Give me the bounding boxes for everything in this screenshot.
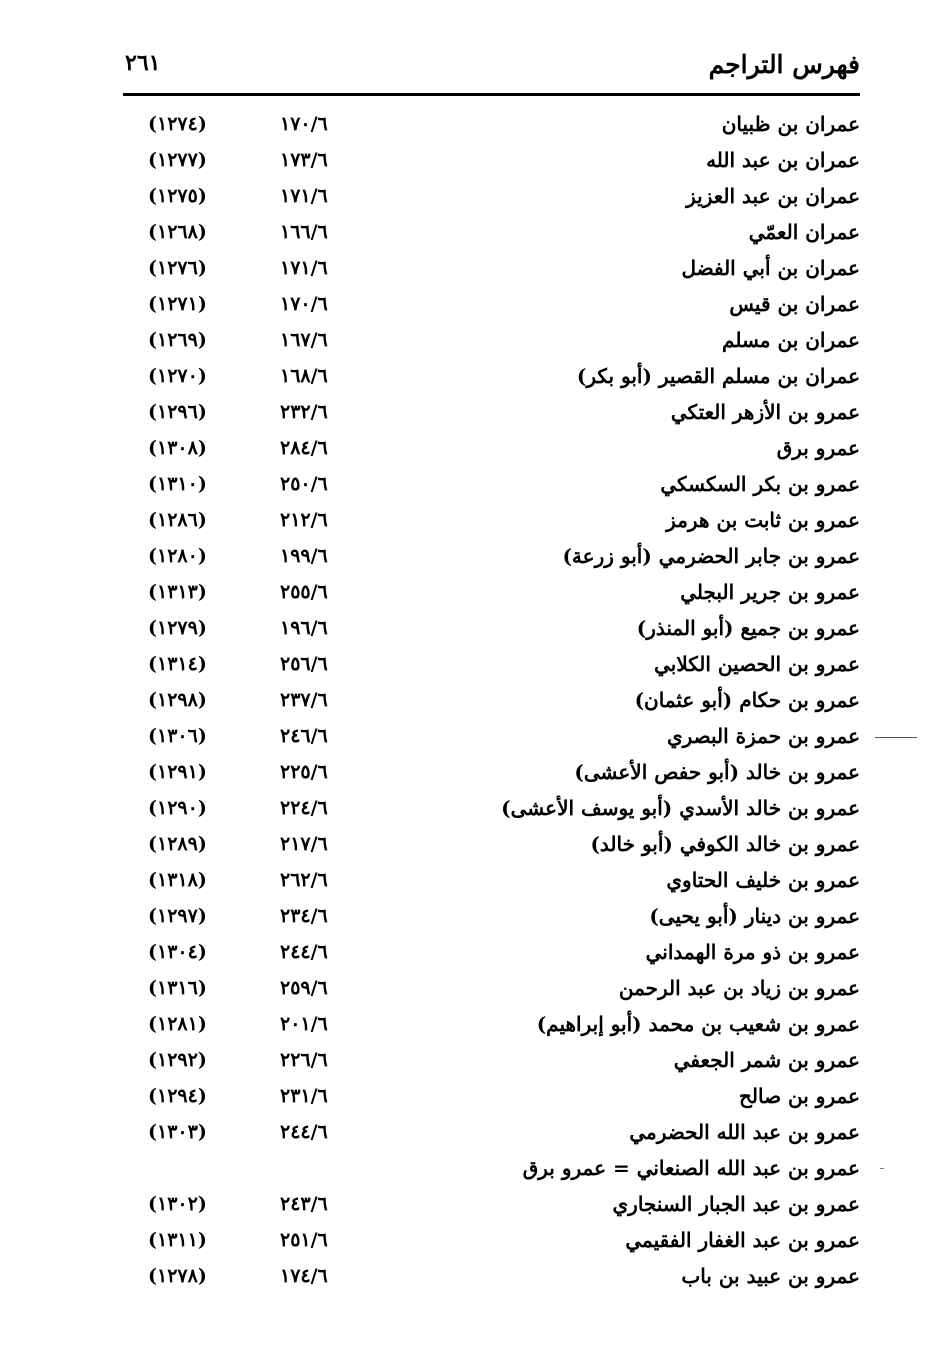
entry-volume-page: ٢٤٤/٦ — [280, 941, 328, 963]
entry-number: (١٣١٣) — [148, 581, 207, 603]
entry-name: عمرو بن عبيد بن باب — [681, 1264, 860, 1288]
entry-name: عمرو بن جرير البجلي — [680, 580, 860, 604]
entry-name: عمرو بن خالد الأسدي (أبو يوسف الأعشى) — [501, 796, 860, 820]
entry-name: عمرو بن خالد الكوفي (أبو خالد) — [590, 832, 860, 856]
entry-volume-page: ١٦٦/٦ — [280, 221, 328, 243]
entry-volume-page: ٢٢٥/٦ — [280, 761, 328, 783]
entry-name: عمرو بن عبد الله الحضرمي — [629, 1120, 860, 1144]
entry-number: (١٢٧٤) — [148, 113, 207, 135]
entry-name: عمرو بن دينار (أبو يحيى) — [649, 904, 860, 928]
entry-name: عمرو بن عبد الجبار السنجاري — [612, 1192, 860, 1216]
index-entry — [0, 1044, 935, 1080]
entry-number: (١٣٠٣) — [148, 1121, 207, 1143]
index-entry — [0, 972, 935, 1008]
index-entry — [0, 612, 935, 648]
entry-number: (١٢٨١) — [148, 1013, 207, 1035]
entry-volume-page: ٢١٧/٦ — [280, 833, 328, 855]
entry-number: (١٢٩٠) — [148, 797, 207, 819]
index-entry — [0, 900, 935, 936]
index-entry — [0, 144, 935, 180]
entry-name: عمرو بن خالد (أبو حفص الأعشى) — [574, 760, 860, 784]
index-entry — [0, 396, 935, 432]
entry-name: عمران بن مسلم — [722, 328, 860, 352]
entry-name: عمرو بن ثابت بن هرمز — [666, 508, 860, 532]
entry-volume-page: ٢٦٢/٦ — [280, 869, 328, 891]
index-entry — [0, 180, 935, 216]
entry-number: (١٣٠٢) — [148, 1193, 207, 1215]
entry-name: عمرو بن زياد بن عبد الرحمن — [618, 976, 860, 1000]
entry-volume-page: ٢٣١/٦ — [280, 1085, 328, 1107]
page-number: ٢٦١ — [125, 50, 161, 76]
entry-name: عمرو بن الحصين الكلابي — [654, 652, 860, 676]
entry-number: (١٣١٠) — [148, 473, 207, 495]
entry-number: (١٢٨٩) — [148, 833, 207, 855]
entry-number: (١٢٧٦) — [148, 257, 207, 279]
entry-name: عمرو بن صالح — [739, 1084, 860, 1108]
entry-name: عمران بن أبي الفضل — [681, 256, 860, 280]
index-entry — [0, 1116, 935, 1152]
header-divider — [123, 93, 860, 96]
index-entry — [0, 684, 935, 720]
entry-volume-page: ١٩٩/٦ — [280, 545, 328, 567]
entry-number: (١٢٦٨) — [148, 221, 207, 243]
entry-name: عمران بن مسلم القصير (أبو بكر) — [576, 364, 860, 388]
entry-name: عمران بن ظبيان — [721, 112, 860, 136]
entry-volume-page: ٢٥٠/٦ — [280, 473, 328, 495]
index-entry — [0, 936, 935, 972]
index-entry — [0, 468, 935, 504]
entry-volume-page: ١٧٤/٦ — [280, 1265, 328, 1287]
entry-number: (١٢٧٠) — [148, 365, 207, 387]
entry-volume-page: ٢٢٤/٦ — [280, 797, 328, 819]
index-entry — [0, 648, 935, 684]
entry-volume-page: ١٧١/٦ — [280, 257, 328, 279]
entry-number: (١٢٧٨) — [148, 1265, 207, 1287]
entry-number: (١٣١٨) — [148, 869, 207, 891]
entry-volume-page: ٢٤٤/٦ — [280, 1121, 328, 1143]
entry-number: (١٢٦٩) — [148, 329, 207, 351]
entry-number: (١٢٩٢) — [148, 1049, 207, 1071]
index-entry — [0, 252, 935, 288]
index-entry — [0, 720, 935, 756]
entry-name: عمرو بن شمر الجعفي — [673, 1048, 860, 1072]
entry-number: (١٢٩٦) — [148, 401, 207, 423]
entry-number: (١٢٨٦) — [148, 509, 207, 531]
entry-volume-page: ١٦٨/٦ — [280, 365, 328, 387]
entry-volume-page: ٢٤٦/٦ — [280, 725, 328, 747]
index-entry — [0, 324, 935, 360]
entry-number: (١٣٠٤) — [148, 941, 207, 963]
index-entry — [0, 864, 935, 900]
index-entry — [0, 540, 935, 576]
entry-name: عمرو بن حكام (أبو عثمان) — [634, 688, 860, 712]
index-entry — [0, 1260, 935, 1296]
entry-number: (١٢٩٤) — [148, 1085, 207, 1107]
entry-name: عمران بن عبد العزيز — [686, 184, 860, 208]
entry-name: عمرو بن جميع (أبو المنذر) — [636, 616, 860, 640]
entry-number: (١٢٧٧) — [148, 149, 207, 171]
entry-name: عمرو بن بكر السكسكي — [660, 472, 860, 496]
index-entry — [0, 360, 935, 396]
index-entry — [0, 1008, 935, 1044]
entry-volume-page: ١٧٠/٦ — [280, 293, 328, 315]
entry-number: (١٢٧١) — [148, 293, 207, 315]
entry-number: (١٣١٤) — [148, 653, 207, 675]
entry-number: (١٢٩٧) — [148, 905, 207, 927]
page-title: فهرس التراجم — [708, 50, 860, 79]
entry-volume-page: ٢٥١/٦ — [280, 1229, 328, 1251]
entry-name: عمران بن قيس — [729, 292, 860, 316]
entry-volume-page: ١٧١/٦ — [280, 185, 328, 207]
index-entry — [0, 756, 935, 792]
entry-volume-page: ٢٣٤/٦ — [280, 905, 328, 927]
entry-volume-page: ١٦٧/٦ — [280, 329, 328, 351]
entry-volume-page: ٢٢٦/٦ — [280, 1049, 328, 1071]
entry-volume-page: ٢٥٦/٦ — [280, 653, 328, 675]
entry-volume-page: ٢٨٤/٦ — [280, 437, 328, 459]
entry-number: (١٢٩٨) — [148, 689, 207, 711]
entry-name: عمرو بن حمزة البصري — [666, 724, 860, 748]
index-entry — [0, 216, 935, 252]
entry-volume-page: ١٧٠/٦ — [280, 113, 328, 135]
index-entry — [0, 288, 935, 324]
entry-number: (١٢٩١) — [148, 761, 207, 783]
entry-volume-page: ١٧٣/٦ — [280, 149, 328, 171]
entry-volume-page: ١٩٦/٦ — [280, 617, 328, 639]
index-entry — [0, 108, 935, 144]
index-entry — [0, 828, 935, 864]
entry-number: (١٣٠٨) — [148, 437, 207, 459]
entry-number: (١٢٧٩) — [148, 617, 207, 639]
entry-number: (١٢٧٥) — [148, 185, 207, 207]
index-entry — [0, 432, 935, 468]
entry-volume-page: ٢٥٩/٦ — [280, 977, 328, 999]
entry-name: عمرو بن عبد الغفار الفقيمي — [625, 1228, 860, 1252]
entry-number: (١٢٨٠) — [148, 545, 207, 567]
entry-name: عمرو برق — [776, 436, 860, 460]
index-entry — [0, 1188, 935, 1224]
index-entry — [0, 1152, 935, 1188]
index-entry — [0, 1080, 935, 1116]
index-entry — [0, 1224, 935, 1260]
entry-volume-page: ٢١٢/٦ — [280, 509, 328, 531]
index-entry — [0, 576, 935, 612]
entry-name: عمرو بن عبد الله الصنعاني = عمرو برق — [522, 1156, 860, 1180]
entry-volume-page: ٢٣٧/٦ — [280, 689, 328, 711]
entry-name: عمرو بن خليف الحتاوي — [666, 868, 860, 892]
entry-volume-page: ٢٠١/٦ — [280, 1013, 328, 1035]
entry-number: (١٣١٦) — [148, 977, 207, 999]
index-list — [0, 108, 935, 1296]
entry-name: عمرو بن شعيب بن محمد (أبو إبراهيم) — [536, 1012, 860, 1036]
entry-volume-page: ٢٤٣/٦ — [280, 1193, 328, 1215]
entry-number: (١٣٠٦) — [148, 725, 207, 747]
margin-dot — [880, 1168, 884, 1169]
entry-number: (١٣١١) — [148, 1229, 207, 1251]
margin-mark — [875, 737, 917, 738]
index-entry — [0, 792, 935, 828]
entry-name: عمرو بن الأزهر العتكي — [670, 400, 860, 424]
entry-name: عمرو بن ذو مرة الهمداني — [645, 940, 860, 964]
entry-name: عمرو بن جابر الحضرمي (أبو زرعة) — [562, 544, 860, 568]
entry-volume-page: ٢٥٥/٦ — [280, 581, 328, 603]
entry-volume-page: ٢٣٢/٦ — [280, 401, 328, 423]
entry-name: عمران بن عبد الله — [706, 148, 860, 172]
index-entry — [0, 504, 935, 540]
entry-name: عمران العمّي — [748, 220, 860, 244]
